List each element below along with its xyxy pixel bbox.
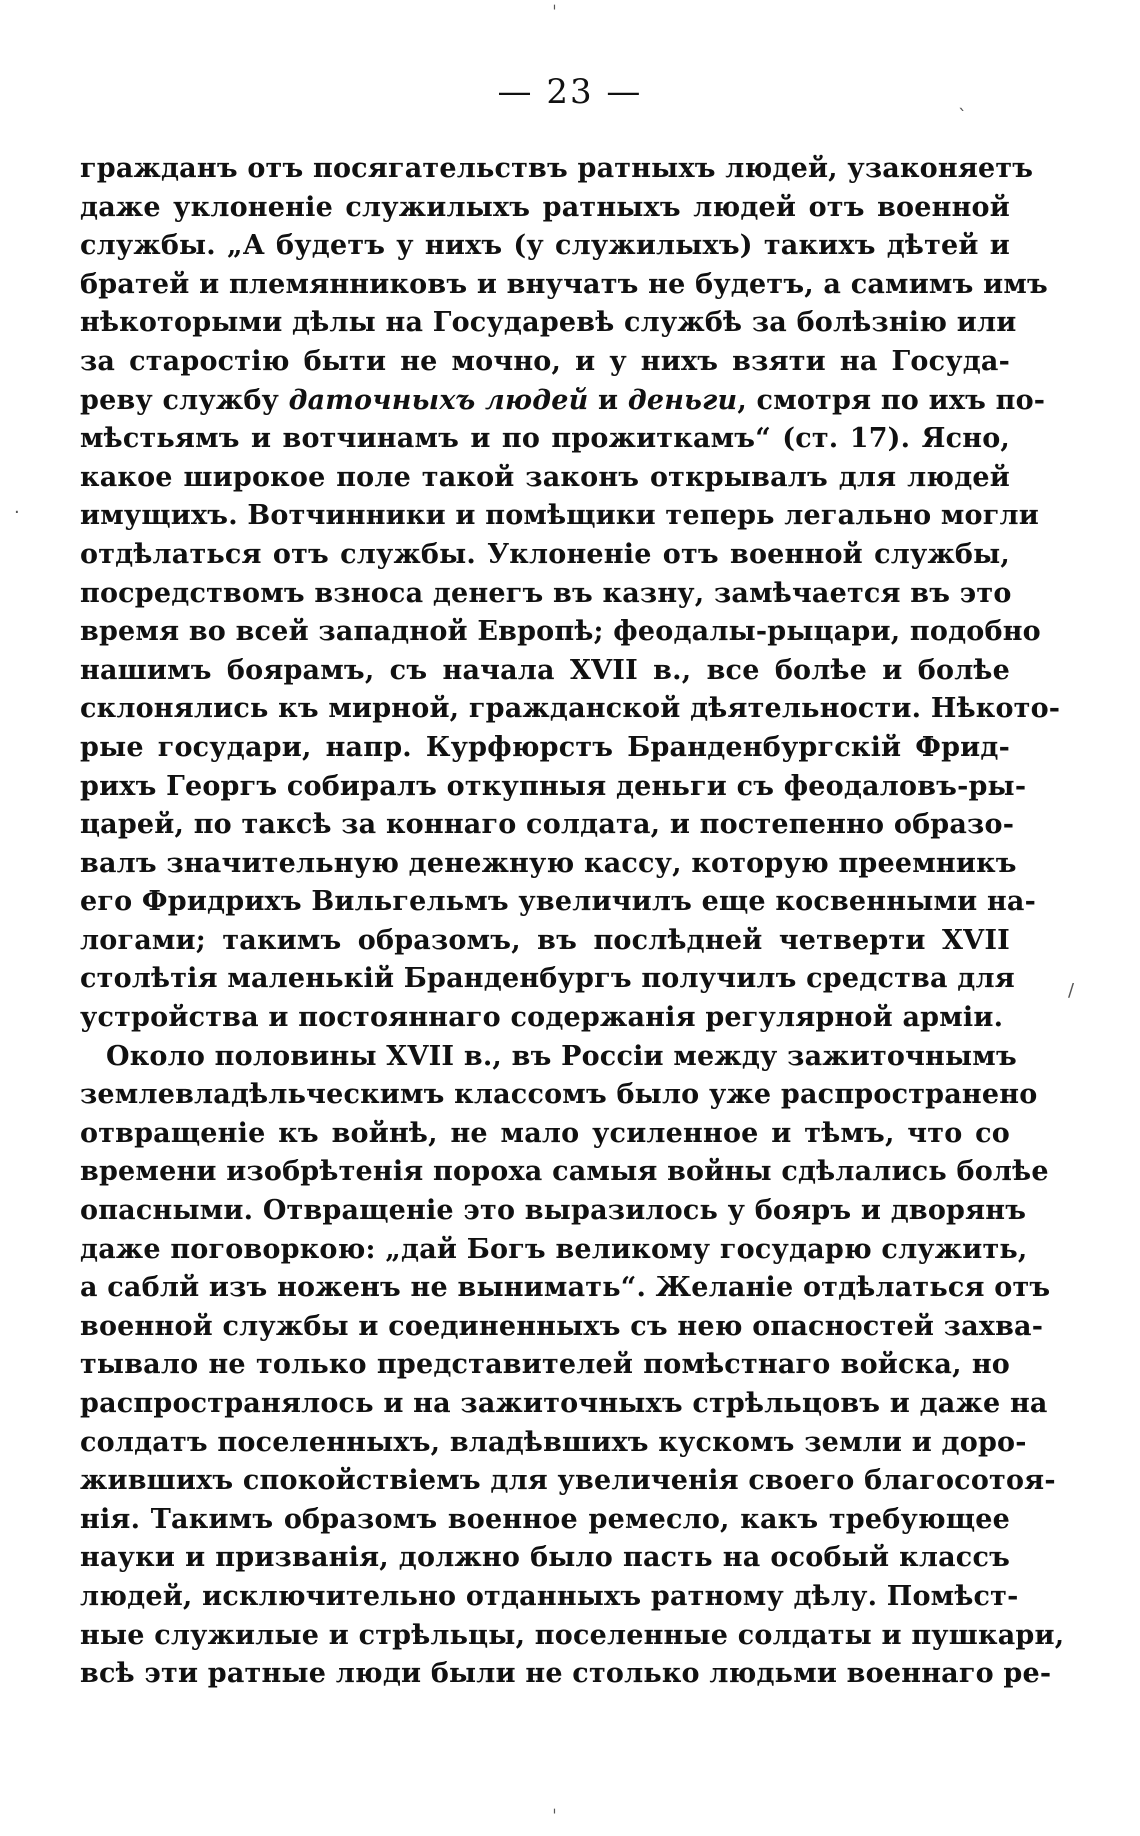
text-line: опасными. Отвращеніе это выразилось у бояръ и дворянъ: [80, 1195, 1027, 1227]
text-line: отвращеніе къ войнѣ, не мало усиленное и тѣмъ, что со: [80, 1117, 1010, 1149]
text-line: всѣ эти ратные люди были не столько людьми военнаго ре-: [80, 1658, 1052, 1690]
italic-phrase: деньги: [627, 384, 738, 416]
text-run: , смотря по ихъ по-: [737, 384, 1046, 416]
text-line: распространялось и на зажиточныхъ стрѣльцовъ и даже на: [80, 1388, 1048, 1419]
text-line: времени изобрѣтенія пороха самыя войны сдѣлались болѣе: [80, 1156, 1049, 1188]
text-line: валъ значительную денежную кассу, которую преемникъ: [80, 847, 1017, 879]
text-line: нія. Такимъ образомъ военное ремесло, какъ требующее: [80, 1503, 1010, 1535]
scan-mark: /: [1068, 980, 1075, 1001]
text-line: отдѣлаться отъ службы. Уклоненіе отъ военной службы,: [80, 538, 1010, 570]
text-line: какое широкое поле такой законъ открывалъ для людей: [80, 461, 1010, 493]
text-line: имущихъ. Вотчинники и помѣщики теперь легально могли: [80, 500, 1039, 532]
text-line: нашимъ боярамъ, съ начала XVII в., все болѣе и болѣе: [80, 654, 1010, 686]
text-line: склонялись къ мирной, гражданской дѣятельности. Нѣкото-: [80, 693, 1061, 725]
text-line: даже поговоркою: „дай Богъ великому государю служить,: [80, 1233, 1028, 1265]
text-run: и: [588, 384, 628, 416]
text-line: жившихъ спокойствіемъ для увеличенія своего благосотоя-: [80, 1465, 1056, 1497]
text-line: рихъ Георгъ собиралъ откупныя деньги съ феодаловъ-ры-: [80, 770, 1027, 802]
text-line: тывало не только представителей помѣстнаго войска, но: [80, 1349, 1010, 1381]
text-line: солдатъ поселенныхъ, владѣвшихъ кускомъ земли и доро-: [80, 1426, 1027, 1458]
text-line: посредствомъ взноса денегъ въ казну, замѣчается въ это: [80, 577, 1012, 609]
text-line: военной службы и соединенныхъ съ нею опасностей захва-: [80, 1310, 1044, 1342]
text-line: гражданъ отъ посягательствъ ратныхъ людей, узаконяетъ: [80, 153, 1034, 184]
text-line: время во всей западной Европѣ; феодалы-рыцари, подобно: [80, 616, 1041, 648]
scan-mark: ˈ: [552, 2, 557, 23]
italic-phrase: даточныхъ людей: [288, 384, 589, 416]
text-line: устройства и постояннаго содержанія регулярной арміи.: [80, 1002, 1004, 1034]
text-line: братей и племянниковъ и внучатъ не будетъ, а самимъ имъ: [80, 268, 1048, 300]
text-line: даже уклоненіе служилыхъ ратныхъ людей отъ военной: [80, 191, 1010, 223]
text-line: Около половины XVII в., въ Россіи между зажиточнымъ: [106, 1040, 1017, 1072]
scan-mark: ˋ: [958, 106, 967, 127]
text-line: [80, 382, 1046, 421]
scan-mark: ·: [14, 502, 20, 523]
text-line: землевладѣльческимъ классомъ было уже распространено: [80, 1079, 1038, 1111]
text-line: рые государи, напр. Курфюрстъ Бранденбургскій Фрид-: [80, 731, 1010, 763]
page-number: — 23 —: [497, 72, 643, 112]
body-text: [80, 150, 1065, 1694]
text-line: ные служилые и стрѣльцы, поселенные солдаты и пушкари,: [80, 1619, 1065, 1651]
text-line: службы. „А будетъ у нихъ (у служилыхъ) такихъ дѣтей и: [80, 230, 1010, 262]
text-line: а саблй изъ ноженъ не вынимать“. Желаніе отдѣлаться отъ: [80, 1272, 1051, 1304]
text-line: столѣтія маленькій Бранденбургъ получилъ средства для: [80, 963, 1015, 995]
text-line: людей, исключительно отданныхъ ратному дѣлу. Помѣст-: [80, 1580, 1019, 1612]
text-line: науки и призванія, должно было пасть на особый классъ: [80, 1542, 1010, 1574]
text-line: логами; такимъ образомъ, въ послѣдней четверти XVII: [80, 924, 1010, 956]
text-line: за старостію быти не мочно, и у нихъ взяти на Госуда-: [80, 345, 1010, 377]
text-line: мѣстьямъ и вотчинамъ и по прожиткамъ“ (ст. 17). Ясно,: [80, 423, 1010, 455]
scan-mark: ˈ: [552, 1806, 557, 1827]
text-line: его Фридрихъ Вильгельмъ увеличилъ еще косвенными на-: [80, 886, 1037, 918]
text-line: нѣкоторыми дѣлы на Государевѣ службѣ за болѣзнію или: [80, 307, 1017, 339]
text-line: царей, по таксѣ за коннаго солдата, и постепенно образо-: [80, 809, 1015, 841]
text-run: реву службу: [80, 384, 289, 416]
